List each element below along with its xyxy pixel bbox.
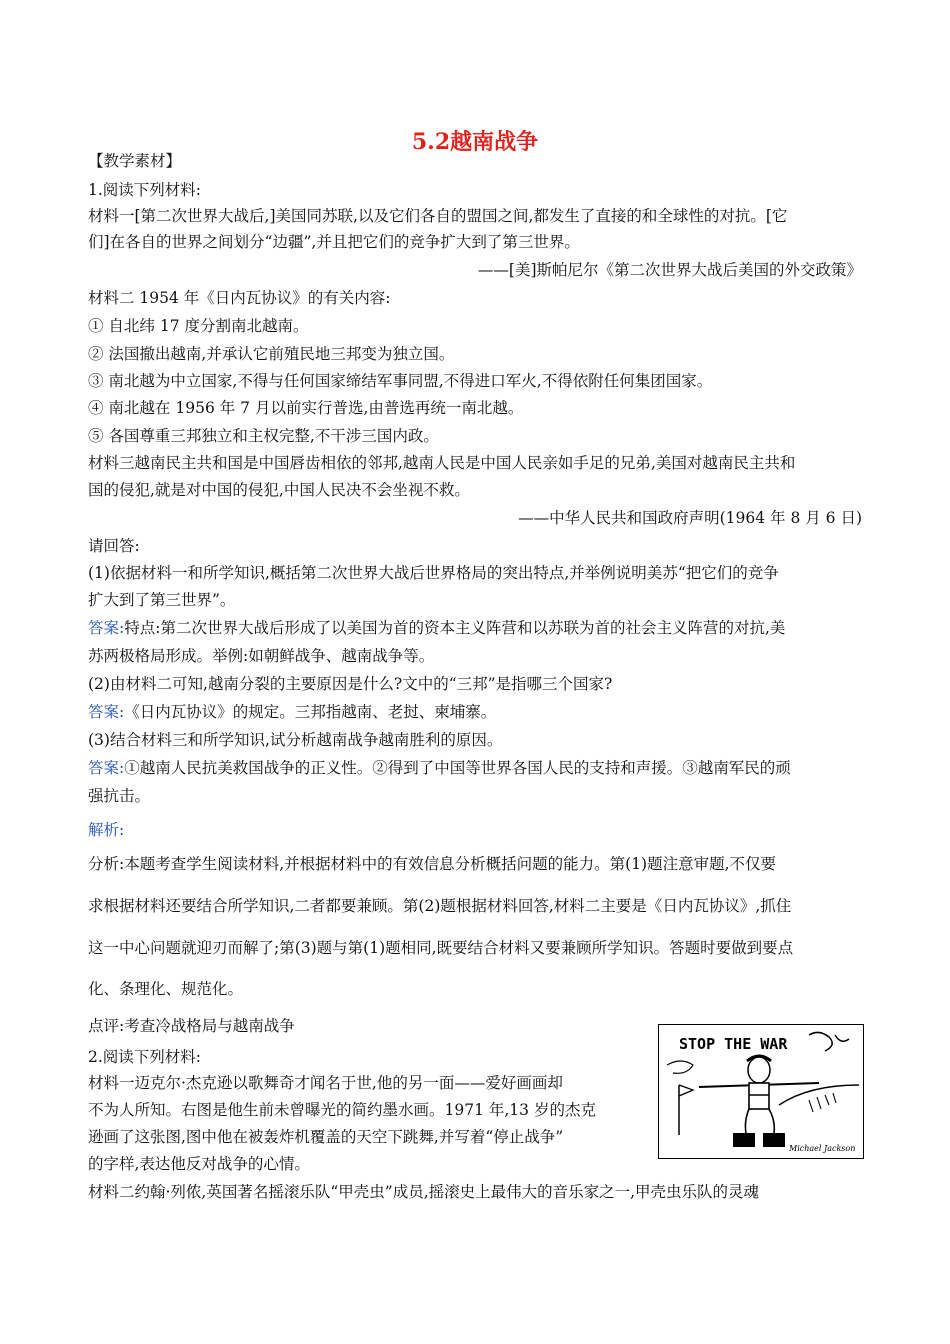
q1-material2-intro: 材料二 1954 年《日内瓦协议》的有关内容: [88,289,391,307]
analysis-label: 解析: [88,821,125,839]
answer-label: 答案: [88,619,125,637]
q1-answer3-line1 [88,758,791,778]
q1-material2-item: ③ 南北越为中立国家,不得与任何国家缔结军事同盟,不得进口军火,不得依附任何集团国家。 [88,372,713,390]
analysis-line: 化、条理化、规范化。 [88,980,244,998]
q1-heading: 1.阅读下列材料: [88,181,202,199]
answer-label: 答案: [88,703,125,721]
q2-heading: 2.阅读下列材料: [88,1048,202,1066]
q2-material1-line: 材料一迈克尔·杰克逊以歌舞奇才闻名于世,他的另一面——爱好画画却 [88,1074,563,1092]
section-label: 【教学素材】 [88,152,182,170]
drawing-text: STOP THE WAR [679,1035,788,1053]
q1-material2-item: ① 自北纬 17 度分割南北越南。 [88,317,309,335]
q1-answer1-line2: 苏两极格局形成。举例:如朝鲜战争、越南战争等。 [88,647,435,665]
q1-material3-line2: 国的侵犯,就是对中国的侵犯,中国人民决不会坐视不救。 [88,481,470,499]
drawing-signature: Michael Jackson [789,1144,856,1153]
q1-sub2: (2)由材料二可知,越南分裂的主要原因是什么?文中的“三邦”是指哪三个国家? [88,675,613,693]
answer-label: 答案: [88,759,125,777]
q2-material2-line1: 材料二约翰·列侬,英国著名摇滚乐队“甲壳虫”成员,摇滚史上最伟大的音乐家之一,甲壳虫乐队的灵魂 [88,1183,760,1201]
q1-material1-source: ——[美]斯帕尼尔《第二次世界大战后美国的外交政策》 [477,261,862,279]
analysis-line: 分析:本题考查学生阅读材料,并根据材料中的有效信息分析概括问题的能力。第(1)题注意审题,不仅要 [88,855,777,873]
q1-material1-line1: 材料一[第二次世界大战后,]美国同苏联,以及它们各自的盟国之间,都发生了直接的和全球性的对抗。[它 [88,207,788,225]
q1-sub1-line1: (1)依据材料一和所学知识,概括第二次世界大战后世界格局的突出特点,并举例说明美苏“把它们的竞争 [88,564,779,582]
q1-material2-item: ② 法国撤出越南,并承认它前殖民地三邦变为独立国。 [88,345,455,363]
q1-sub1-line2: 扩大到了第三世界”。 [88,591,236,609]
q1-sub3: (3)结合材料三和所学知识,试分析越南战争越南胜利的原因。 [88,731,503,749]
answer-text: 特点:第二次世界大战后形成了以美国为首的资本主义阵营和以苏联为首的社会主义阵营的对抗,美 [124,619,786,637]
q1-material2-item: ⑤ 各国尊重三邦独立和主权完整,不干涉三国内政。 [88,427,439,445]
answer-text: 《日内瓦协议》的规定。三邦指越南、老挝、柬埔寨。 [124,703,497,721]
answer-text: ①越南人民抗美救国战争的正义性。②得到了中国等世界各国人民的支持和声援。③越南军民的顽 [124,759,791,777]
q2-material1-line: 的字样,表达他反对战争的心情。 [88,1155,310,1173]
q1-material2-item: ④ 南北越在 1956 年 7 月以前实行普选,由普选再统一南北越。 [88,399,524,417]
stop-war-sketch [659,1025,863,1158]
comment: 点评:考查冷战格局与越南战争 [88,1017,295,1035]
jackson-drawing-image [658,1024,864,1159]
q1-answer3-line2: 强抗击。 [88,787,151,805]
analysis-line: 这一中心问题就迎刃而解了;第(3)题与第(1)题相同,既要结合材料又要兼顾所学知识。答题时要做到要点 [88,939,794,957]
page-title: 5.2越南战争 [411,129,539,155]
q1-answer1-line1 [88,618,785,638]
q1-answer2 [88,702,496,722]
q1-material3-line1: 材料三越南民主共和国是中国唇齿相依的邻邦,越南人民是中国人民亲如手足的兄弟,美国对越南民主共和 [88,454,796,472]
q2-material1-line: 不为人所知。右图是他生前未曾曝光的简约墨水画。1971 年,13 岁的杰克 [88,1101,596,1119]
q1-material3-source: ——中华人民共和国政府声明(1964 年 8 月 6 日) [518,509,862,527]
q2-material1-line: 逊画了这张图,图中他在被轰炸机覆盖的天空下跳舞,并写着“停止战争” [88,1128,564,1146]
q1-material1-line2: 们]在各自的世界之间划分“边疆”,并且把它们的竞争扩大到了第三世界。 [88,233,580,251]
q1-ask: 请回答: [88,537,140,555]
analysis-line: 求根据材料还要结合所学知识,二者都要兼顾。第(2)题根据材料回答,材料二主要是《日内瓦协议》,抓住 [88,897,792,915]
